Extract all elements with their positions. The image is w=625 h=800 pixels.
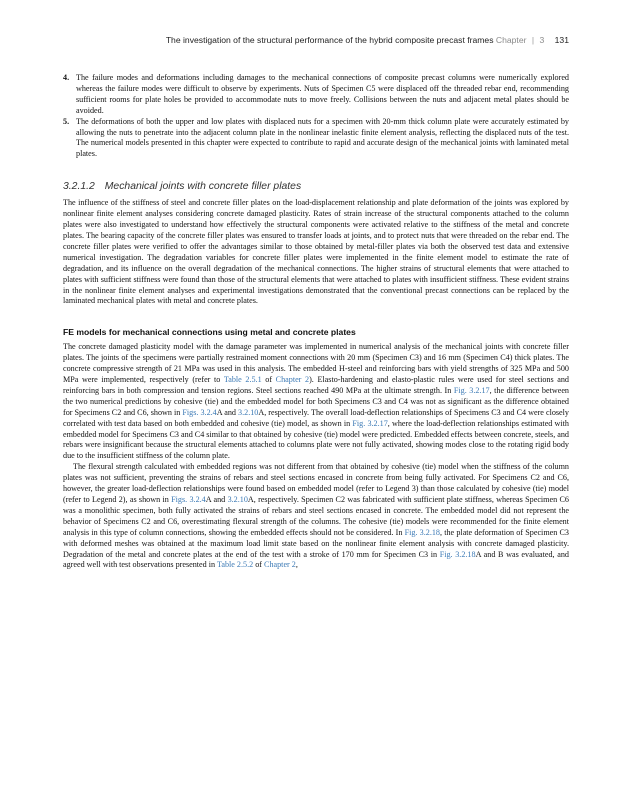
header-separator: | [531, 35, 535, 45]
chapter-link[interactable]: Chapter 2 [264, 560, 296, 570]
figure-link[interactable]: Fig. 3.2.18 [439, 549, 476, 559]
conclusions-list [63, 73, 569, 160]
text-run: A and B was evaluated, and agreed well with test observations presented in [63, 549, 569, 570]
text-run: , the difference between the two numerical predictions by cohesive (tie) and the embedded model for both Specimens C3 and C4 was not as significant as the difference obtained for Specimens C2 and C6, shown in [63, 385, 569, 417]
list-item-number: 4. [63, 73, 70, 82]
section-paragraph: The influence of the stiffness of steel and concrete filler plates on the load-displacement relationship and plate deformation of the joints was explored by nonlinear finite element analyses considering concrete damaged plasticity. Rates of strain increase of the structural components attached to the column plates were also investigated to understand how effectively the structural components were activated relative to the stiffness of the metal and concrete plates. The bearing capacity of the concrete filler plates was ensured to transfer loads at joints, and to protect nuts that were threaded on the rebar end. The concrete filler plates were verified to offer the advantages similar to those obtained by metal-filler plates via both the observed test data and extensive numerical investigation. The degradation variables for concrete filler plates were implemented in the finite element model to estimate the rate of degradation, and its influence on the overall degradation of the mechanical connections. The higher strains of structural elements that were attached to plates with sufficient stiffness were found than those of the structural elements that were attached to plates with insufficient stiffness. These evident strains in the nonlinear finite element analyses and experimental investigations demonstrated that the conventional precast connections can be replaced by the laminated mechanical plates with metal and concrete plates. [63, 198, 569, 306]
text-run: A, respectively. The overall load-deflection relationships of Specimens C3 and C4 were closely correlated with test data based on both embedded and cohesive (tie) model, as shown in [63, 407, 569, 428]
chapter-label: Chapter [495, 35, 527, 45]
text-run: The concrete damaged plasticity model with the damage parameter was implemented in numerical analysis of the mechanical joints with concrete filler plates. The joints of the specimens were partially restrained moment connections with 20 mm (Specimen C3) and 16 mm (Specimen C4) thick plates. The concrete compressive strength of 21 MPa was used in this analysis. The embedded H-steel and reinforcing bars with yield strengths of 325 MPa and 500 MPa were implemented, respectively (refer to [63, 342, 569, 385]
running-title: The investigation of the structural performance of the hybrid composite precast frames [165, 35, 494, 45]
table-link[interactable]: Table 2.5.2 [216, 560, 254, 570]
text-run: A and [205, 495, 228, 504]
text-run: ). Elasto-hardening and elasto-plastic rules were used for steel sections and reinforcing bars in both compression and tension regions. Steel sections reached 490 MPa at the ultimate strength. In [63, 375, 569, 395]
section-heading [63, 180, 569, 193]
text-run: of [253, 560, 265, 570]
text-run: of [261, 375, 276, 385]
figure-link[interactable]: Fig. 3.2.17 [453, 385, 490, 395]
list-item-text: The failure modes and deformations including damages to the mechanical connections of composite precast columns were numerically explored whereas the failure modes were difficult to observe by experiments. Nuts of Specimen C5 were displaced off the threaded rebar end, recommending sufficient rooms for plate holes be provided to accommodate nuts to move freely. Collisions between the nuts and adjacent metal plates should be avoided. [76, 73, 569, 115]
text-run: , the plate deformation of Specimen C3 with deformed meshes was obtained at the maximum load limit state based on the nonlinear finite element analysis with concrete damaged plasticity. Degradation of the metal and concrete plates at the end of the test with a stroke of 170 mm for Specimen C3 in [63, 527, 569, 559]
page-number: 131 [554, 35, 569, 45]
section-title: Mechanical joints with concrete filler plates [104, 181, 302, 193]
running-header [60, 35, 569, 45]
chapter-link[interactable]: Chapter 2 [275, 375, 310, 385]
paragraph-2 [63, 462, 569, 571]
text-run: , [295, 560, 298, 570]
figure-link[interactable]: 3.2.10 [227, 495, 248, 504]
figure-link[interactable]: Fig. 3.2.18 [404, 527, 440, 537]
text-run: A and [216, 407, 239, 417]
text-run: A, respectively. Specimen C2 was fabricated with sufficient plate stiffness, whereas Specimen C6 was a monolithic specimen, both fully activated the strains of rebars and steel sections encased in concrete. The embedded model did not represent the behavior of Specimens C2 and C6, overestimating flexural strength of the columns. The cohesive (tie) models were recommended for the finite element analysis in this type of column connections, showing the embedded effects should not be considered. In [63, 495, 569, 537]
list-item [63, 73, 569, 117]
text-run: The flexural strength calculated with embedded regions was not different from that obtained by cohesive (tie) model when the stiffness of the column plates was not sufficient, preventing the strains of rebars and steel sections encased in concrete from being fully activated. For Specimens C2 and C6, however, the greater load-deflection relationships were found based on embedded model (refer to Legend 3) than those calculated by cohesive (tie) model (refer to Legend 2), as shown in [63, 462, 569, 504]
list-item-text: The deformations of both the upper and low plates with displaced nuts for a specimen with 20-mm thick column plate were accurately estimated by allowing the nuts to penetrate into the adjacent column plate in the nonlinear inelastic finite element analysis, reflecting the displaced nuts of the test. The numerical models presented in this chapter were expected to contribute to rapid and accurate design of the mechanical joints with laminated metal plates. [76, 116, 569, 159]
paragraph-1 [63, 342, 569, 462]
figure-link[interactable]: 3.2.10 [238, 407, 259, 417]
figure-link[interactable]: Figs. 3.2.4 [171, 495, 206, 504]
list-item-number: 5. [63, 116, 70, 126]
text-run: , where the load-deflection relationships estimated with embedded model for Specimens C3 and C4 similar to that obtained by cohesive (tie) model were predicted. Embedded effects between concrete, steels, and rebars were insignificant because the structural elements attached to columns plate were not fully activated, showing modes close to the rotating rigid body due to the insufficient stiffness of the column plate. [63, 418, 569, 461]
subsection-heading: FE models for mechanical connections using metal and concrete plates [63, 327, 356, 338]
section-number: 3.2.1.2 [63, 181, 95, 193]
figure-link[interactable]: Fig. 3.2.17 [352, 418, 388, 428]
figure-link[interactable]: Figs. 3.2.4 [182, 407, 217, 417]
list-item [63, 117, 569, 161]
table-link[interactable]: Table 2.5.1 [223, 375, 262, 385]
chapter-number: 3 [539, 35, 545, 45]
main-content [63, 73, 569, 571]
